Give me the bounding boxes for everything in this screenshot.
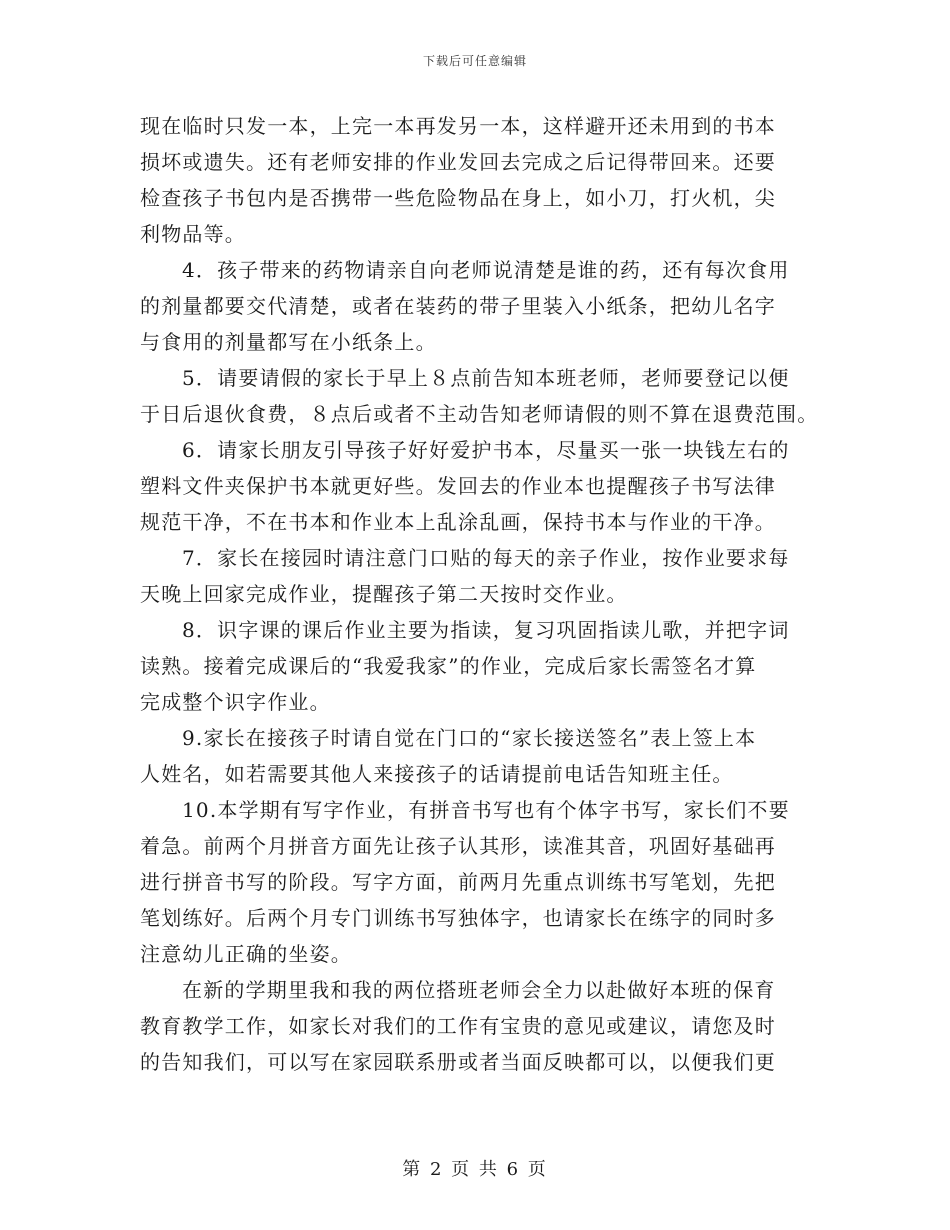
paragraph-closing (140, 972, 830, 1080)
page-header: 下载后可任意编辑 (422, 54, 527, 68)
text-line: 4．孩子带来的药物请亲自向老师说清楚是谁的药，还有每次食用 (182, 258, 790, 282)
page-number-footer: 第 2 页 共 6 页 (402, 1159, 548, 1180)
text-line: 塑料文件夹保护书本就更好些。发回去的作业本也提醒孩子书写法律 (140, 474, 776, 498)
text-line: 注意幼儿正确的坐姿。 (140, 942, 352, 966)
paragraph-continuation (140, 108, 830, 252)
text-line: 5．请要请假的家长于早上８点前告知本班老师，老师要登记以便 (182, 366, 790, 390)
text-line: 的告知我们，可以写在家园联系册或者当面反映都可以，以便我们更 (140, 1050, 776, 1074)
text-line: 损坏或遗失。还有老师安排的作业发回去完成之后记得带回来。还要 (140, 150, 776, 174)
text-line: 检查孩子书包内是否携带一些危险物品在身上，如小刀，打火机，尖 (140, 186, 776, 210)
text-line: 在新的学期里我和我的两位搭班老师会全力以赴做好本班的保育 (182, 978, 776, 1002)
text-line: 与食用的剂量都写在小纸条上。 (140, 330, 437, 354)
text-line: 利物品等。 (140, 222, 246, 246)
text-line: 读熟。接着完成课后的“我爱我家”的作业，完成后家长需签名才算 (140, 654, 757, 678)
paragraph-item-7 (140, 540, 830, 612)
text-line: 10.本学期有写字作业，有拼音书写也有个体字书写，家长们不要 (182, 798, 790, 822)
text-line: 于日后退伙食费，８点后或者不主动告知老师请假的则不算在退费范围。 (140, 402, 819, 426)
text-line: 规范干净，不在书本和作业本上乱涂乱画，保持书本与作业的干净。 (140, 510, 776, 534)
text-line: 的剂量都要交代清楚，或者在装药的带子里装入小纸条，把幼儿名字 (140, 294, 776, 318)
text-line: 教育教学工作，如家长对我们的工作有宝贵的意见或建议，请您及时 (140, 1014, 776, 1038)
text-line: 9.家长在接孩子时请自觉在门口的“家长接送签名”表上签上本 (182, 726, 757, 750)
paragraph-item-6 (140, 432, 830, 540)
text-line: 8．识字课的课后作业主要为指读，复习巩固指读儿歌，并把字词 (182, 618, 790, 642)
text-line: 完成整个识字作业。 (140, 690, 331, 714)
paragraph-item-5 (140, 360, 830, 432)
text-line: 6．请家长朋友引导孩子好好爱护书本，尽量买一张一块钱左右的 (182, 438, 790, 462)
text-line: 笔划练好。后两个月专门训练书写独体字，也请家长在练字的同时多 (140, 906, 776, 930)
paragraph-item-10 (140, 792, 830, 972)
text-line: 7．家长在接园时请注意门口贴的每天的亲子作业，按作业要求每 (182, 546, 790, 570)
text-line: 天晚上回家完成作业，提醒孩子第二天按时交作业。 (140, 582, 628, 606)
paragraph-item-8 (140, 612, 830, 720)
paragraph-item-9 (140, 720, 830, 792)
paragraph-item-4 (140, 252, 830, 360)
text-line: 现在临时只发一本，上完一本再发另一本，这样避开还未用到的书本 (140, 114, 776, 138)
text-line: 着急。前两个月拼音方面先让孩子认其形，读准其音，巩固好基础再 (140, 834, 776, 858)
text-line: 进行拼音书写的阶段。写字方面，前两月先重点训练书写笔划，先把 (140, 870, 776, 894)
document-body (140, 108, 830, 1080)
text-line: 人姓名，如若需要其他人来接孩子的话请提前电话告知班主任。 (140, 762, 734, 786)
